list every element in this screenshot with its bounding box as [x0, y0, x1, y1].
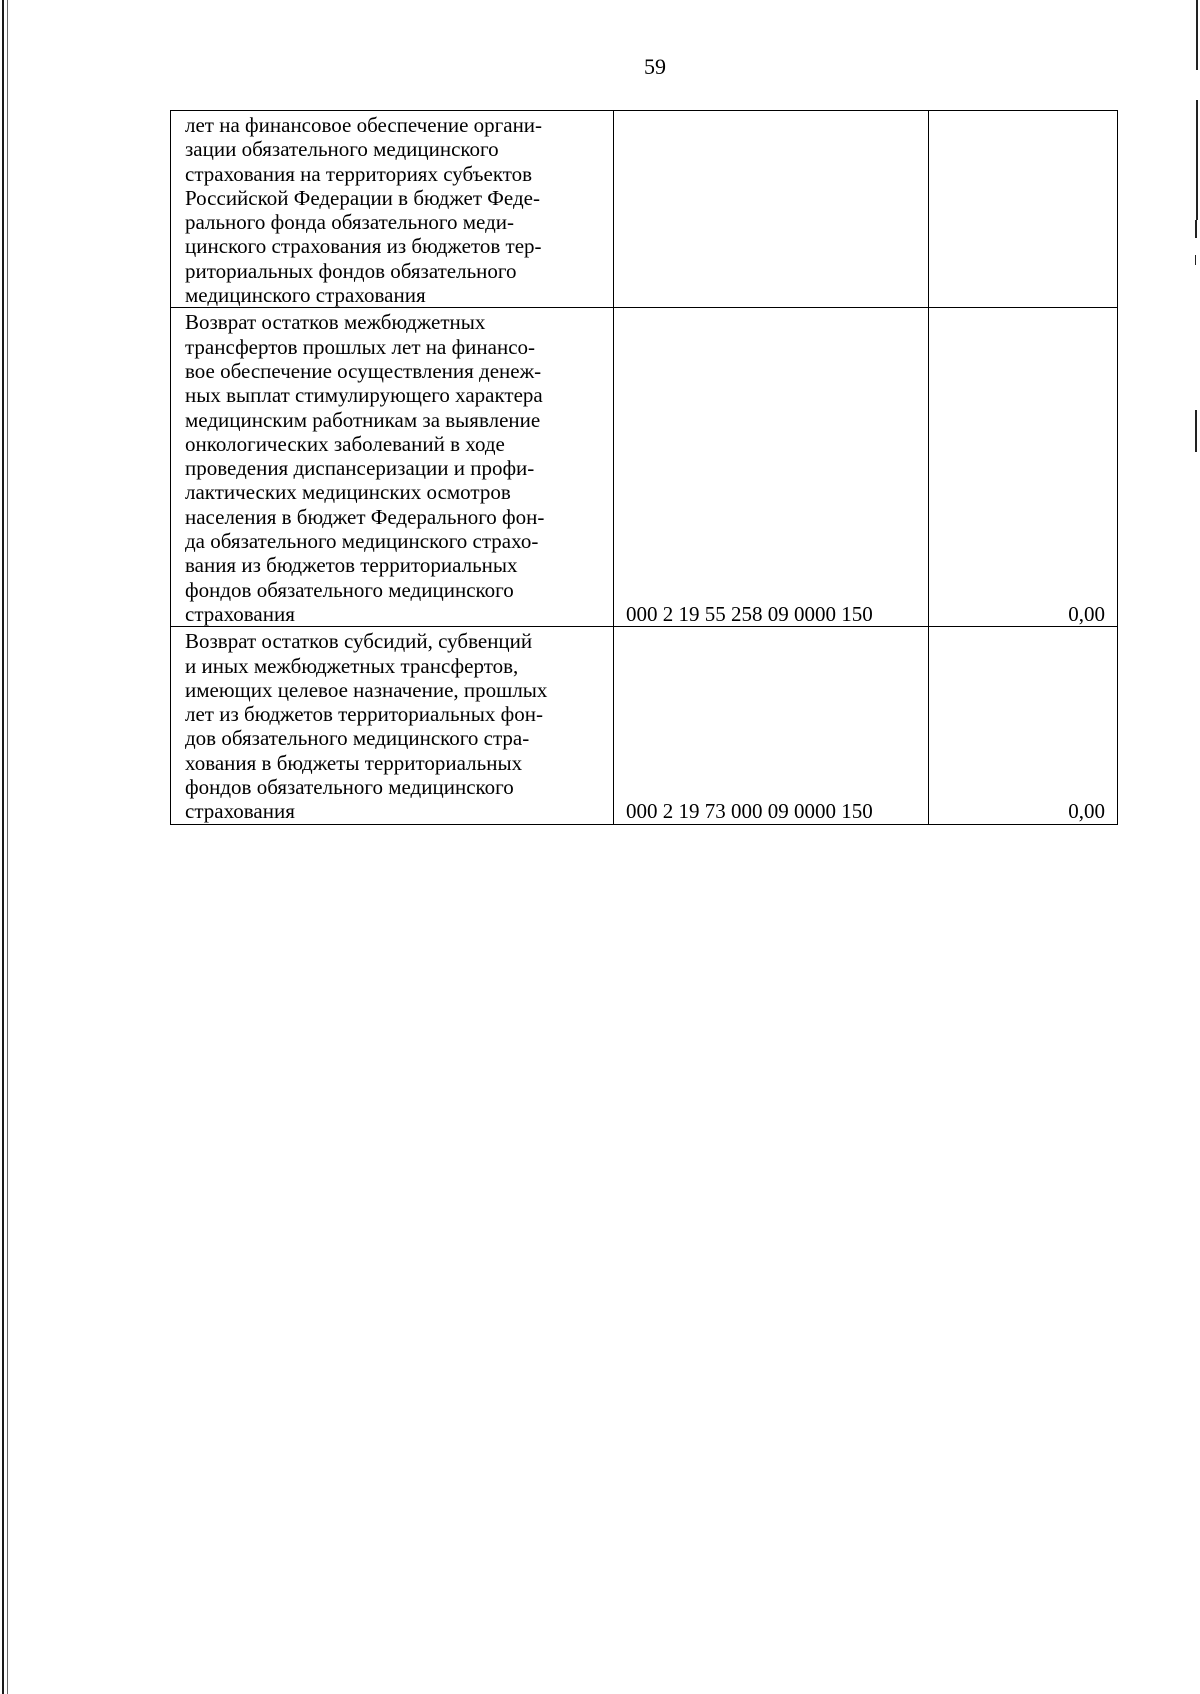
amount-cell: 0,00	[929, 627, 1118, 824]
row-description	[171, 111, 614, 308]
description-line: онкологических заболеваний в ходе	[185, 431, 505, 456]
description-line: фондов обязательного медицинского	[185, 577, 514, 602]
description-line: медицинским работникам за выявление	[185, 407, 541, 432]
description-line: фондов обязательного медицинского	[185, 775, 514, 800]
description-line: рального фонда обязательного меди-	[185, 210, 515, 235]
description-line: проведения диспансеризации и профи-	[185, 456, 535, 481]
scan-mark	[1195, 410, 1197, 452]
description-line: лет из бюджетов территориальных фон-	[185, 702, 543, 727]
row-description	[171, 308, 614, 627]
budget-classification-code: 000 2 19 55 258 09 0000 150	[614, 308, 929, 627]
scan-edge	[2, 0, 4, 1694]
amount-cell: 0,00	[929, 308, 1118, 627]
description-line: Возврат остатков межбюджетных	[185, 310, 486, 335]
description-line: Возврат остатков субсидий, субвенций	[185, 629, 533, 654]
description-line: вое обеспечение осуществления денеж-	[185, 358, 542, 383]
budget-classification-code: 000 2 19 73 000 09 0000 150	[614, 627, 929, 824]
scan-mark	[1195, 255, 1196, 265]
description-line: населения в бюджет Федерального фон-	[185, 504, 545, 529]
description-line: риториальных фондов обязательного	[185, 258, 517, 283]
budget-classification-code	[614, 111, 929, 308]
budget-table	[170, 110, 1118, 825]
description-line: вания из бюджетов территориальных	[185, 553, 518, 578]
description-line: медицинского страхования	[185, 283, 426, 308]
scan-edge	[7, 0, 8, 1694]
description-line: ных выплат стимулирующего характера	[185, 383, 543, 408]
description-line: дов обязательного медицинского стра-	[185, 726, 530, 751]
description-line: Российской Федерации в бюджет Феде-	[185, 185, 540, 210]
table-row	[171, 627, 1118, 824]
description-line: лет на финансовое обеспечение органи-	[185, 113, 543, 137]
description-line: страхования	[185, 799, 295, 824]
description-line: страхования на территориях субъектов	[185, 161, 533, 186]
description-line: трансфертов прошлых лет на финансо-	[185, 334, 536, 359]
description-line: цинского страхования из бюджетов тер-	[185, 234, 542, 259]
description-line: страхования	[185, 601, 295, 626]
row-description	[171, 627, 614, 824]
description-line: имеющих целевое назначение, прошлых	[185, 677, 548, 702]
description-line: да обязательного медицинского страхо-	[185, 529, 539, 554]
table-body	[171, 111, 1118, 825]
description-line: и иных межбюджетных трансфертов,	[185, 653, 519, 678]
table-row	[171, 111, 1118, 308]
page-number: 59	[644, 54, 666, 79]
amount-cell	[929, 111, 1118, 308]
description-line: лактических медицинских осмотров	[185, 480, 511, 505]
scan-mark	[1196, 100, 1198, 220]
description-line: зации обязательного медицинского	[185, 137, 499, 162]
description-line: хования в бюджеты территориальных	[185, 750, 523, 775]
scan-mark	[1195, 220, 1197, 238]
table-row	[171, 308, 1118, 627]
